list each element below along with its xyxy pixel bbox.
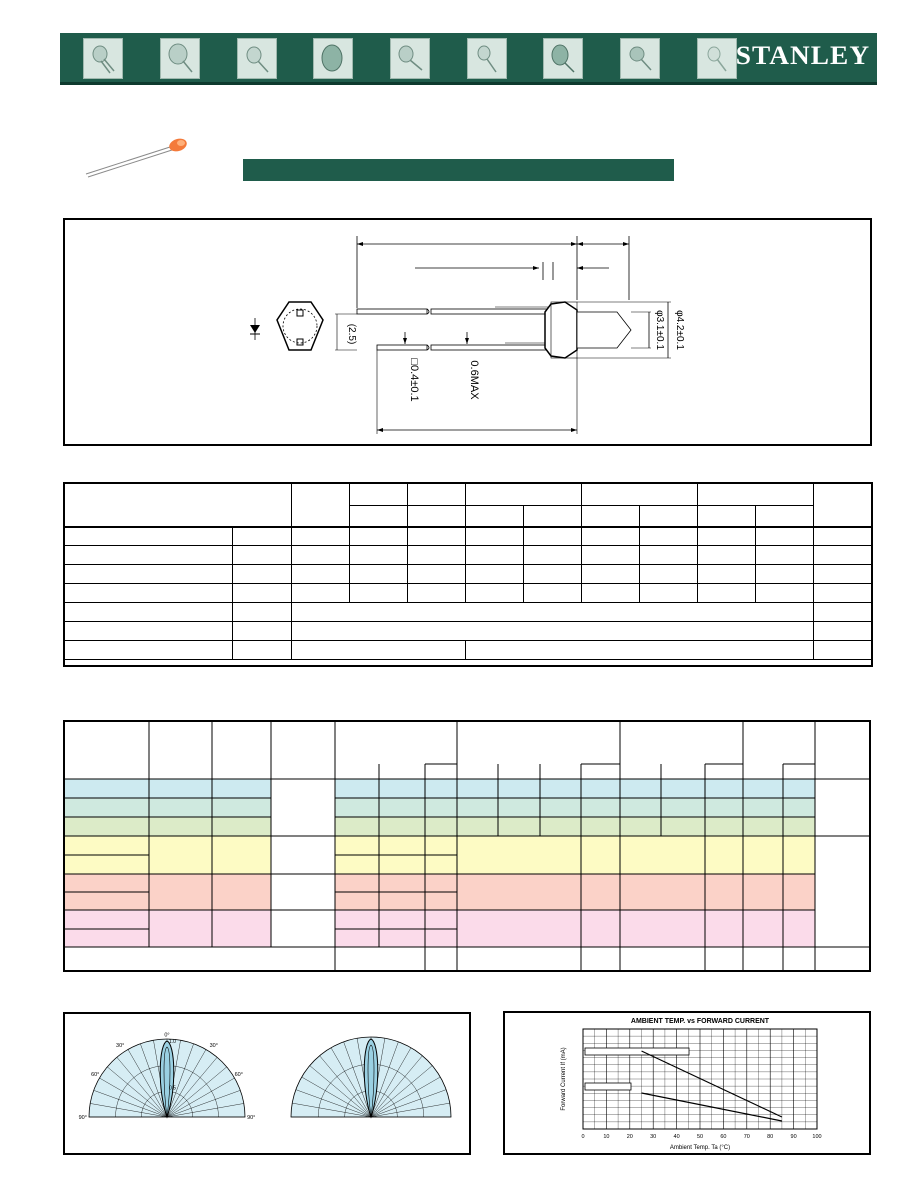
x-tick-label: 50 bbox=[696, 1134, 704, 1140]
pitch-label: (2.5) bbox=[346, 323, 357, 345]
body-diameter-label: φ4.2±0.1 bbox=[674, 310, 685, 350]
ratings-table-body bbox=[64, 526, 873, 660]
led-thumbnail bbox=[467, 38, 507, 79]
x-tick-label: 80 bbox=[767, 1134, 774, 1140]
polar-angle-label: 30° bbox=[209, 1043, 218, 1050]
lead-max-label: 0.6MAX bbox=[468, 360, 480, 400]
led-thumbnail bbox=[160, 38, 200, 79]
led-thumbnail bbox=[543, 38, 583, 79]
lead-diameter-label: □0.4±0.1 bbox=[408, 358, 420, 402]
x-tick-label: 70 bbox=[743, 1134, 750, 1140]
characteristics-grid bbox=[65, 722, 869, 970]
polar-radial-label: 1.0 bbox=[169, 1038, 176, 1045]
polar-radial-label: 0.5 bbox=[169, 1085, 176, 1092]
ratings-table bbox=[64, 483, 873, 528]
directivity-chart-frame bbox=[63, 1012, 471, 1155]
x-tick-label: 100 bbox=[812, 1134, 822, 1140]
x-tick-label: 0 bbox=[581, 1134, 585, 1140]
x-tick-label: 20 bbox=[626, 1134, 633, 1140]
polar-angle-label: 30° bbox=[116, 1043, 125, 1050]
polar-angle-label: 60° bbox=[234, 1072, 243, 1079]
led-product-image bbox=[82, 130, 197, 180]
led-thumbnail bbox=[313, 38, 353, 79]
temp-current-chart bbox=[505, 1013, 869, 1153]
characteristics-table-frame bbox=[63, 720, 871, 972]
header-banner bbox=[60, 33, 877, 85]
table-row bbox=[65, 641, 873, 660]
x-tick-label: 10 bbox=[603, 1134, 610, 1140]
polar-angle-label: 90° bbox=[78, 1115, 87, 1121]
legend-box bbox=[585, 1048, 689, 1055]
x-axis-label: Ambient Temp. Ta (°C) bbox=[669, 1145, 731, 1151]
table-row bbox=[65, 584, 873, 603]
title-bar bbox=[243, 159, 674, 181]
led-thumbnail bbox=[390, 38, 430, 79]
table-row bbox=[65, 527, 873, 546]
x-tick-label: 90 bbox=[790, 1134, 797, 1140]
led-thumbnail bbox=[620, 38, 660, 79]
x-tick-label: 40 bbox=[673, 1134, 680, 1140]
dimension-drawing bbox=[63, 218, 872, 446]
table-row bbox=[65, 484, 873, 506]
table-row bbox=[65, 603, 873, 622]
polar-chart bbox=[79, 1032, 256, 1121]
table-row bbox=[65, 622, 873, 641]
lens-diameter-label: φ3.1±0.1 bbox=[654, 310, 665, 350]
directivity-charts bbox=[65, 1014, 469, 1153]
table-row bbox=[65, 565, 873, 584]
polar-chart bbox=[291, 1037, 451, 1117]
brand-logo: STANLEY bbox=[735, 41, 871, 70]
chart-title: AMBIENT TEMP. vs FORWARD CURRENT bbox=[630, 1018, 770, 1025]
led-thumbnail bbox=[237, 38, 277, 79]
polar-angle-label: 0° bbox=[164, 1032, 170, 1039]
polar-angle-label: 60° bbox=[91, 1072, 100, 1079]
table-row bbox=[65, 546, 873, 565]
led-thumbnail bbox=[83, 38, 123, 79]
ratings-table-frame bbox=[63, 482, 873, 667]
polar-angle-label: 90° bbox=[247, 1115, 256, 1121]
legend-box bbox=[585, 1083, 631, 1090]
temp-current-chart-frame bbox=[503, 1011, 871, 1155]
led-thumbnail bbox=[697, 38, 737, 79]
y-axis-label: Forward Current If (mA) bbox=[561, 1047, 567, 1111]
x-tick-label: 30 bbox=[650, 1134, 657, 1140]
x-tick-label: 60 bbox=[720, 1134, 727, 1140]
outline-drawing bbox=[65, 220, 870, 444]
